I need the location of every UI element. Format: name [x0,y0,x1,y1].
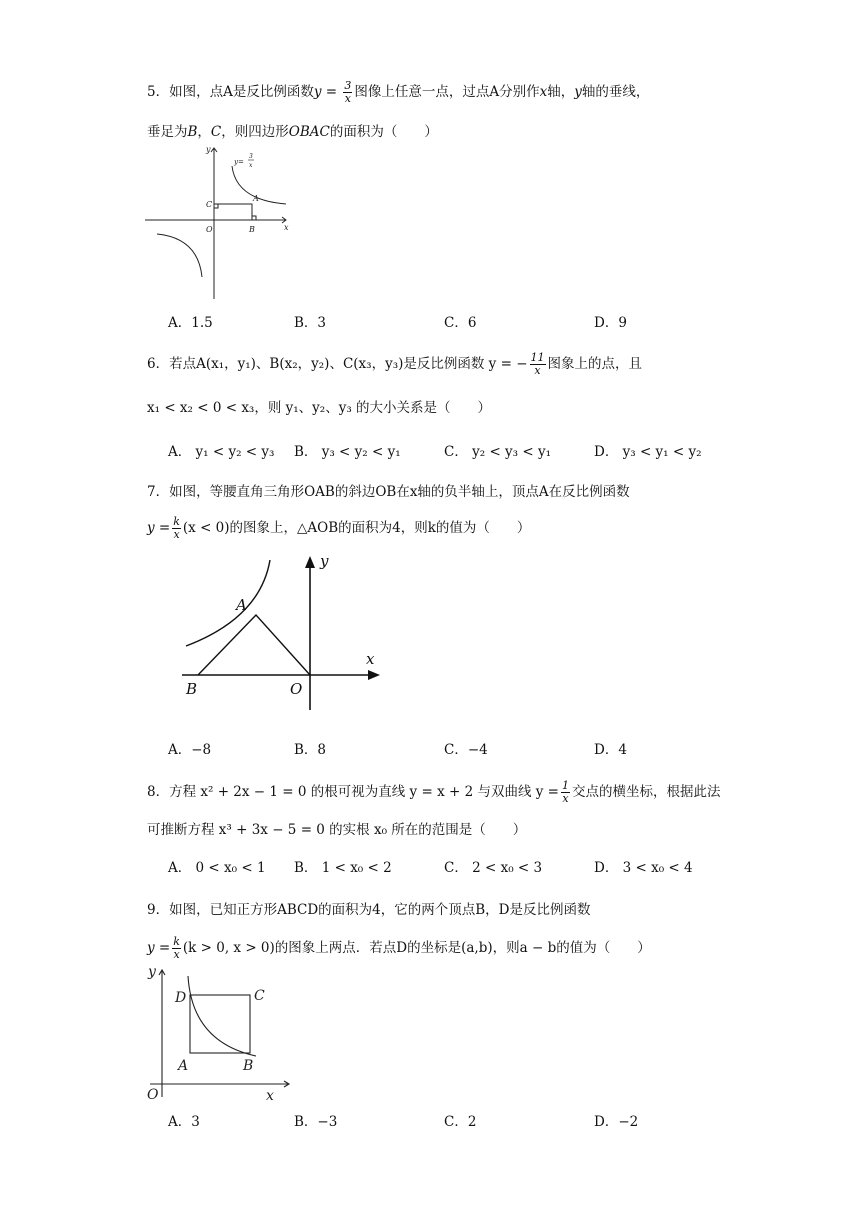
q5-rectangle [214,204,252,220]
q5-label-A: A [253,194,259,203]
q5-label-O: O [206,225,213,234]
q9-label-D: D [175,990,187,1006]
q7-frac-num: k [173,515,180,528]
q5-option-d[interactable]: D．9 [594,315,627,331]
q5-option-a[interactable]: A．1.5 [168,315,213,331]
q9-label-A: A [178,1058,189,1074]
q9-text-line2: (k > 0, x > 0)的图象上两点．若点D的坐标是(a,b)，则a − b的值为（ ） [182,940,651,956]
q9-frac-den: x [173,948,180,961]
q5-curve-q3 [157,234,202,277]
q5-l2-mid: ，则四边形 [221,124,289,140]
q7-options [168,738,728,758]
q8-stem-line1 [147,780,720,805]
q7-fraction [172,516,181,541]
q5-option-c[interactable]: C．6 [444,315,477,331]
q9-label-O: O [147,1087,159,1103]
q9-stem-line1 [147,898,591,918]
q5-text-post: 轴的垂线， [581,84,650,100]
q9-eq-pre: y = [147,940,171,956]
q9-label-B: B [243,1058,254,1074]
q8-frac-den: x [562,792,569,805]
q9-square [190,995,250,1053]
q7-text-line2: (x < 0)的图象上，△AOB的面积为4，则k的值为（ ） [182,520,531,536]
q5-text-mid: 图像上任意一点，过点A分别作 [354,84,540,100]
q9-label-C: C [254,988,265,1004]
q9-stem-line2 [147,936,651,961]
q5-label-B: B [249,225,255,234]
q6-option-a[interactable]: A． y₁ < y₂ < y₃ [168,444,275,460]
q7-option-d[interactable]: D．4 [594,742,627,758]
q6-option-d[interactable]: D． y₃ < y₁ < y₂ [594,444,702,460]
q9-text: 9．如图，已知正方形ABCD的面积为4，它的两个顶点B，D是反比例函数 [147,902,591,918]
q9-label-y: y [148,964,156,980]
q5-options [168,311,728,331]
q7-x-arrow-icon [368,670,380,680]
q7-eq-pre: y = [147,520,171,536]
q6-frac-num: 11 [530,351,545,364]
q7-frac-den: x [173,528,180,541]
q8-option-b[interactable]: B． 1 < x₀ < 2 [294,860,392,876]
q9-figure [144,962,294,1102]
q9-label-x: x [266,1088,274,1104]
q8-options [168,856,728,876]
q6-options [168,440,728,460]
q6-stem-line1 [147,352,642,377]
q8-frac-num: 1 [561,779,569,792]
q7-triangle [198,615,310,675]
q9-option-c[interactable]: C．2 [444,1114,477,1130]
q9-fraction [172,936,181,961]
q5-label-y: y [206,145,211,154]
q7-label-A: A [236,596,247,614]
q5-curve-label-den: x [249,162,253,169]
q5-option-b[interactable]: B．3 [294,315,327,331]
q5-var-x: x [539,84,548,100]
q5-text: 5．如图，点A是反比例函数 [147,84,314,100]
q5-quad-name: OBAC [288,124,330,140]
q6-frac-den: x [534,364,541,377]
q8-text-post: 交点的横坐标，根据此法 [571,784,721,800]
q7-label-B: B [186,680,198,698]
q5-curve-label-num: 3 [249,153,253,160]
q7-option-c[interactable]: C．−4 [444,742,488,758]
q5-frac-den: x [344,92,351,105]
q9-curve [188,976,256,1056]
q6-text-post: 图象上的点，且 [547,356,643,372]
q7-label-O: O [290,680,303,698]
q7-stem-line2 [147,516,530,541]
q7-curve [186,560,270,646]
q5-eq-y: y [313,84,322,100]
q5-frac-num: 3 [344,79,352,92]
q5-label-C: C [206,200,213,209]
q5-curve-label: y= [234,158,244,166]
q7-option-a[interactable]: A．−8 [168,742,212,758]
q5-figure [140,142,300,302]
q5-l2-post: 的面积为（ ） [329,124,438,140]
q5-eq-sign: = [321,84,342,100]
q8-text-line2: 可推断方程 x³ + 3x − 5 = 0 的实根 x₀ 所在的范围是（ ） [147,822,527,838]
q5-right-angle-c [214,204,218,208]
q5-var-y: y [574,84,582,100]
q6-fraction [530,352,546,377]
q7-text: 7．如图，等腰直角三角形OAB的斜边OB在x轴的负半轴上，顶点A在反比例函数 [147,484,630,500]
q8-text: 8．方程 x² + 2x − 1 = 0 的根可视为直线 y = x + 2 与双曲线 y = [147,784,559,800]
q7-figure [180,550,390,715]
q6-option-b[interactable]: B． y₃ < y₂ < y₁ [294,444,401,460]
q9-option-a[interactable]: A．3 [168,1114,200,1130]
q8-option-c[interactable]: C． 2 < x₀ < 3 [444,860,543,876]
q5-sep: ， [197,124,211,140]
q5-curve-q1 [232,166,286,204]
q9-options [168,1110,728,1130]
q6-option-c[interactable]: C． y₂ < y₃ < y₁ [444,444,552,460]
q9-frac-num: k [173,935,180,948]
q6-stem-line2 [147,396,491,416]
q6-text: 6．若点A(x₁，y₁)、B(x₂，y₂)、C(x₃，y₃)是反比例函数 y = − [147,356,528,372]
q5-l2-pre: 垂足为 [147,124,188,140]
q8-option-a[interactable]: A． 0 < x₀ < 1 [168,860,266,876]
q7-option-b[interactable]: B．8 [294,742,327,758]
q7-y-arrow-icon [305,556,315,568]
q5-var-B: B [187,124,198,140]
q8-stem-line2 [147,818,526,838]
q5-var-C: C [210,124,222,140]
q6-text-line2: x₁ < x₂ < 0 < x₃，则 y₁、y₂、y₃ 的大小关系是（ ） [147,400,492,416]
q8-fraction [561,780,570,805]
q7-label-y: y [320,552,329,570]
q8-option-d[interactable]: D． 3 < x₀ < 4 [594,860,693,876]
q7-stem-line1 [147,480,630,500]
q9-option-d[interactable]: D．−2 [594,1114,639,1130]
q9-option-b[interactable]: B．−3 [294,1114,338,1130]
q5-right-angle-b [252,216,256,220]
q5-stem-line1 [147,80,649,105]
q5-label-x: x [284,223,289,232]
q5-fraction [343,80,352,105]
q5-stem-line2 [147,120,438,140]
q7-label-x: x [366,650,375,668]
q5-text-mid2: 轴， [547,84,575,100]
